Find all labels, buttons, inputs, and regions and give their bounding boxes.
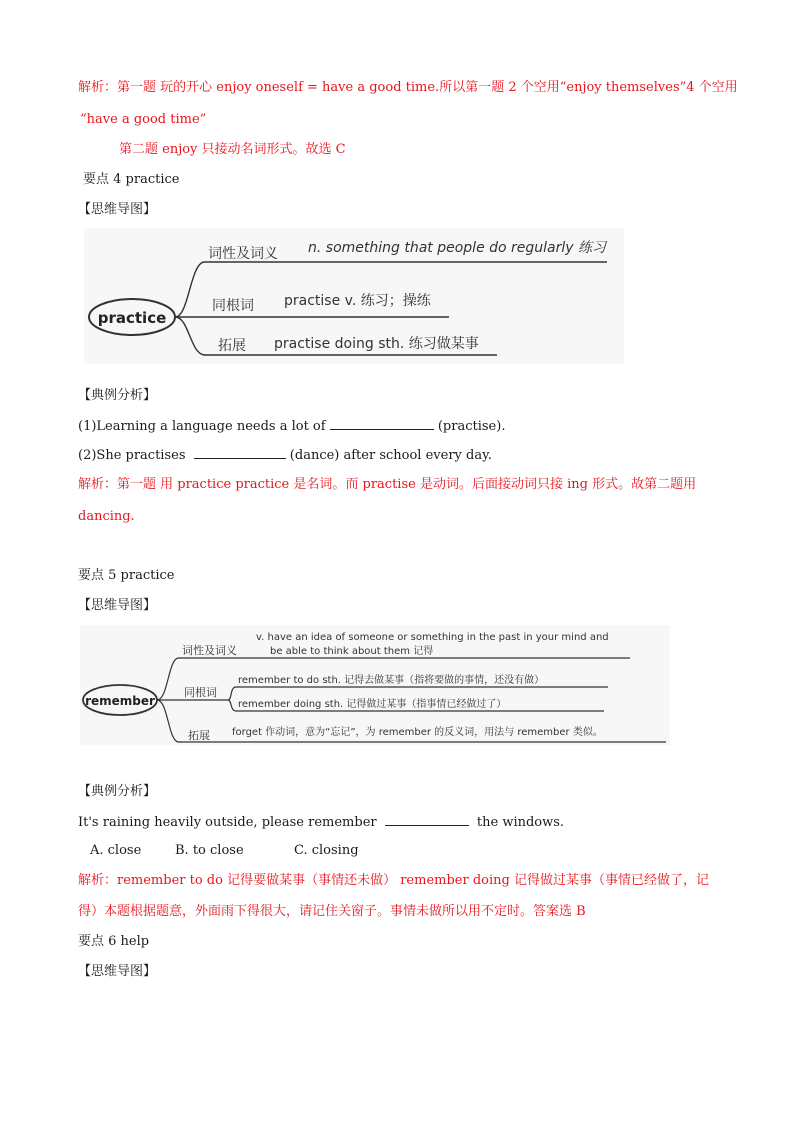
option-b[interactable]: B. to close xyxy=(175,843,244,858)
practice-mindmap xyxy=(84,228,624,364)
section-4-analysis-line-2: dancing. xyxy=(78,509,135,524)
remember-mindmap xyxy=(80,625,670,745)
intro-analysis-line-3: 第二题 enjoy 只接动名词形式。故选 C xyxy=(119,142,346,157)
mindmap-branch-2-label: 同根词 xyxy=(212,298,254,314)
section-4-question-1 xyxy=(78,417,505,436)
mindmap-branch-3-text: forget 作动词，意为“忘记”，为 remember 的反义词，用法与 remember 类似。 xyxy=(232,727,603,738)
mindmap-branch-2-label: 同根词 xyxy=(184,686,217,699)
section-5-examples-label: 【典例分析】 xyxy=(78,784,157,799)
mindmap-branch-2-text-a: remember to do sth. 记得去做某事（指将要做的事情，还没有做） xyxy=(238,675,545,686)
question-after-text: the windows. xyxy=(476,815,565,830)
mindmap-branch-2-text: practise v. 练习；操练 xyxy=(284,293,431,309)
mindmap-branch-2-text-b: remember doing sth. 记得做过某事（指事情已经做过了） xyxy=(238,699,507,710)
section-6-heading: 要点 6 help xyxy=(78,934,150,949)
section-5-question xyxy=(78,813,564,832)
section-5-heading: 要点 5 practice xyxy=(78,568,175,583)
mindmap-branch-3-label: 拓展 xyxy=(218,338,246,354)
option-a[interactable]: A. close xyxy=(90,843,142,858)
section-5-analysis-line-2: 得）本题根据题意，外面雨下得很大，请记住关窗子。事情未做所以用不定时。答案选 B xyxy=(78,904,586,919)
mindmap-branch-1-text: n. something that people do regularly 练习 xyxy=(308,240,607,256)
question-before-text: It's raining heavily outside, please remember xyxy=(78,815,377,830)
section-4-heading: 要点 4 practice xyxy=(83,172,180,187)
q2-answer-blank[interactable] xyxy=(194,446,286,459)
section-5-analysis-line-1: 解析：remember to do 记得要做某事（事情还未做） remember doing 记得做过某事（事情已经做了，记 xyxy=(78,873,709,888)
mindmap-branch-3-text: practise doing sth. 练习做某事 xyxy=(274,336,479,352)
intro-analysis-line-2: “have a good time” xyxy=(80,112,207,127)
q2-after-text: (dance) after school every day. xyxy=(289,448,492,463)
mindmap-branch-1-label: 词性及词义 xyxy=(182,644,237,657)
mindmap-branch-1-text-a: v. have an idea of someone or something in the past in your mind and xyxy=(256,632,609,643)
mindmap-center-label: practice xyxy=(97,309,167,327)
q1-after-text: (practise). xyxy=(437,419,506,434)
section-4-mindmap-label: 【思维导图】 xyxy=(78,202,157,217)
mindmap-branch-1-label: 词性及词义 xyxy=(208,246,278,262)
intro-analysis-line-1: 解析：第一题 玩的开心 enjoy oneself = have a good time.所以第一题 2 个空用“enjoy themselves”4 个空用 xyxy=(78,80,738,95)
section-4-analysis-line-1: 解析：第一题 用 practice practice 是名词。而 practise 是动词。后面接动词只接 ing 形式。故第二题用 xyxy=(78,477,697,492)
mindmap-center-label: remember xyxy=(85,694,155,708)
q2-before-text: (2)She practises xyxy=(78,448,186,463)
section-5-mindmap-label: 【思维导图】 xyxy=(78,598,157,613)
section-6-mindmap-label: 【思维导图】 xyxy=(78,964,157,979)
section-4-examples-label: 【典例分析】 xyxy=(78,388,157,403)
option-c[interactable]: C. closing xyxy=(294,843,359,858)
question-answer-blank[interactable] xyxy=(385,813,469,826)
q1-before-text: (1)Learning a language needs a lot of xyxy=(78,419,326,434)
q1-answer-blank[interactable] xyxy=(330,417,434,430)
mindmap-branch-1-text-b: be able to think about them 记得 xyxy=(270,646,434,657)
mindmap-branch-3-label: 拓展 xyxy=(188,729,210,742)
section-4-question-2 xyxy=(78,446,492,465)
